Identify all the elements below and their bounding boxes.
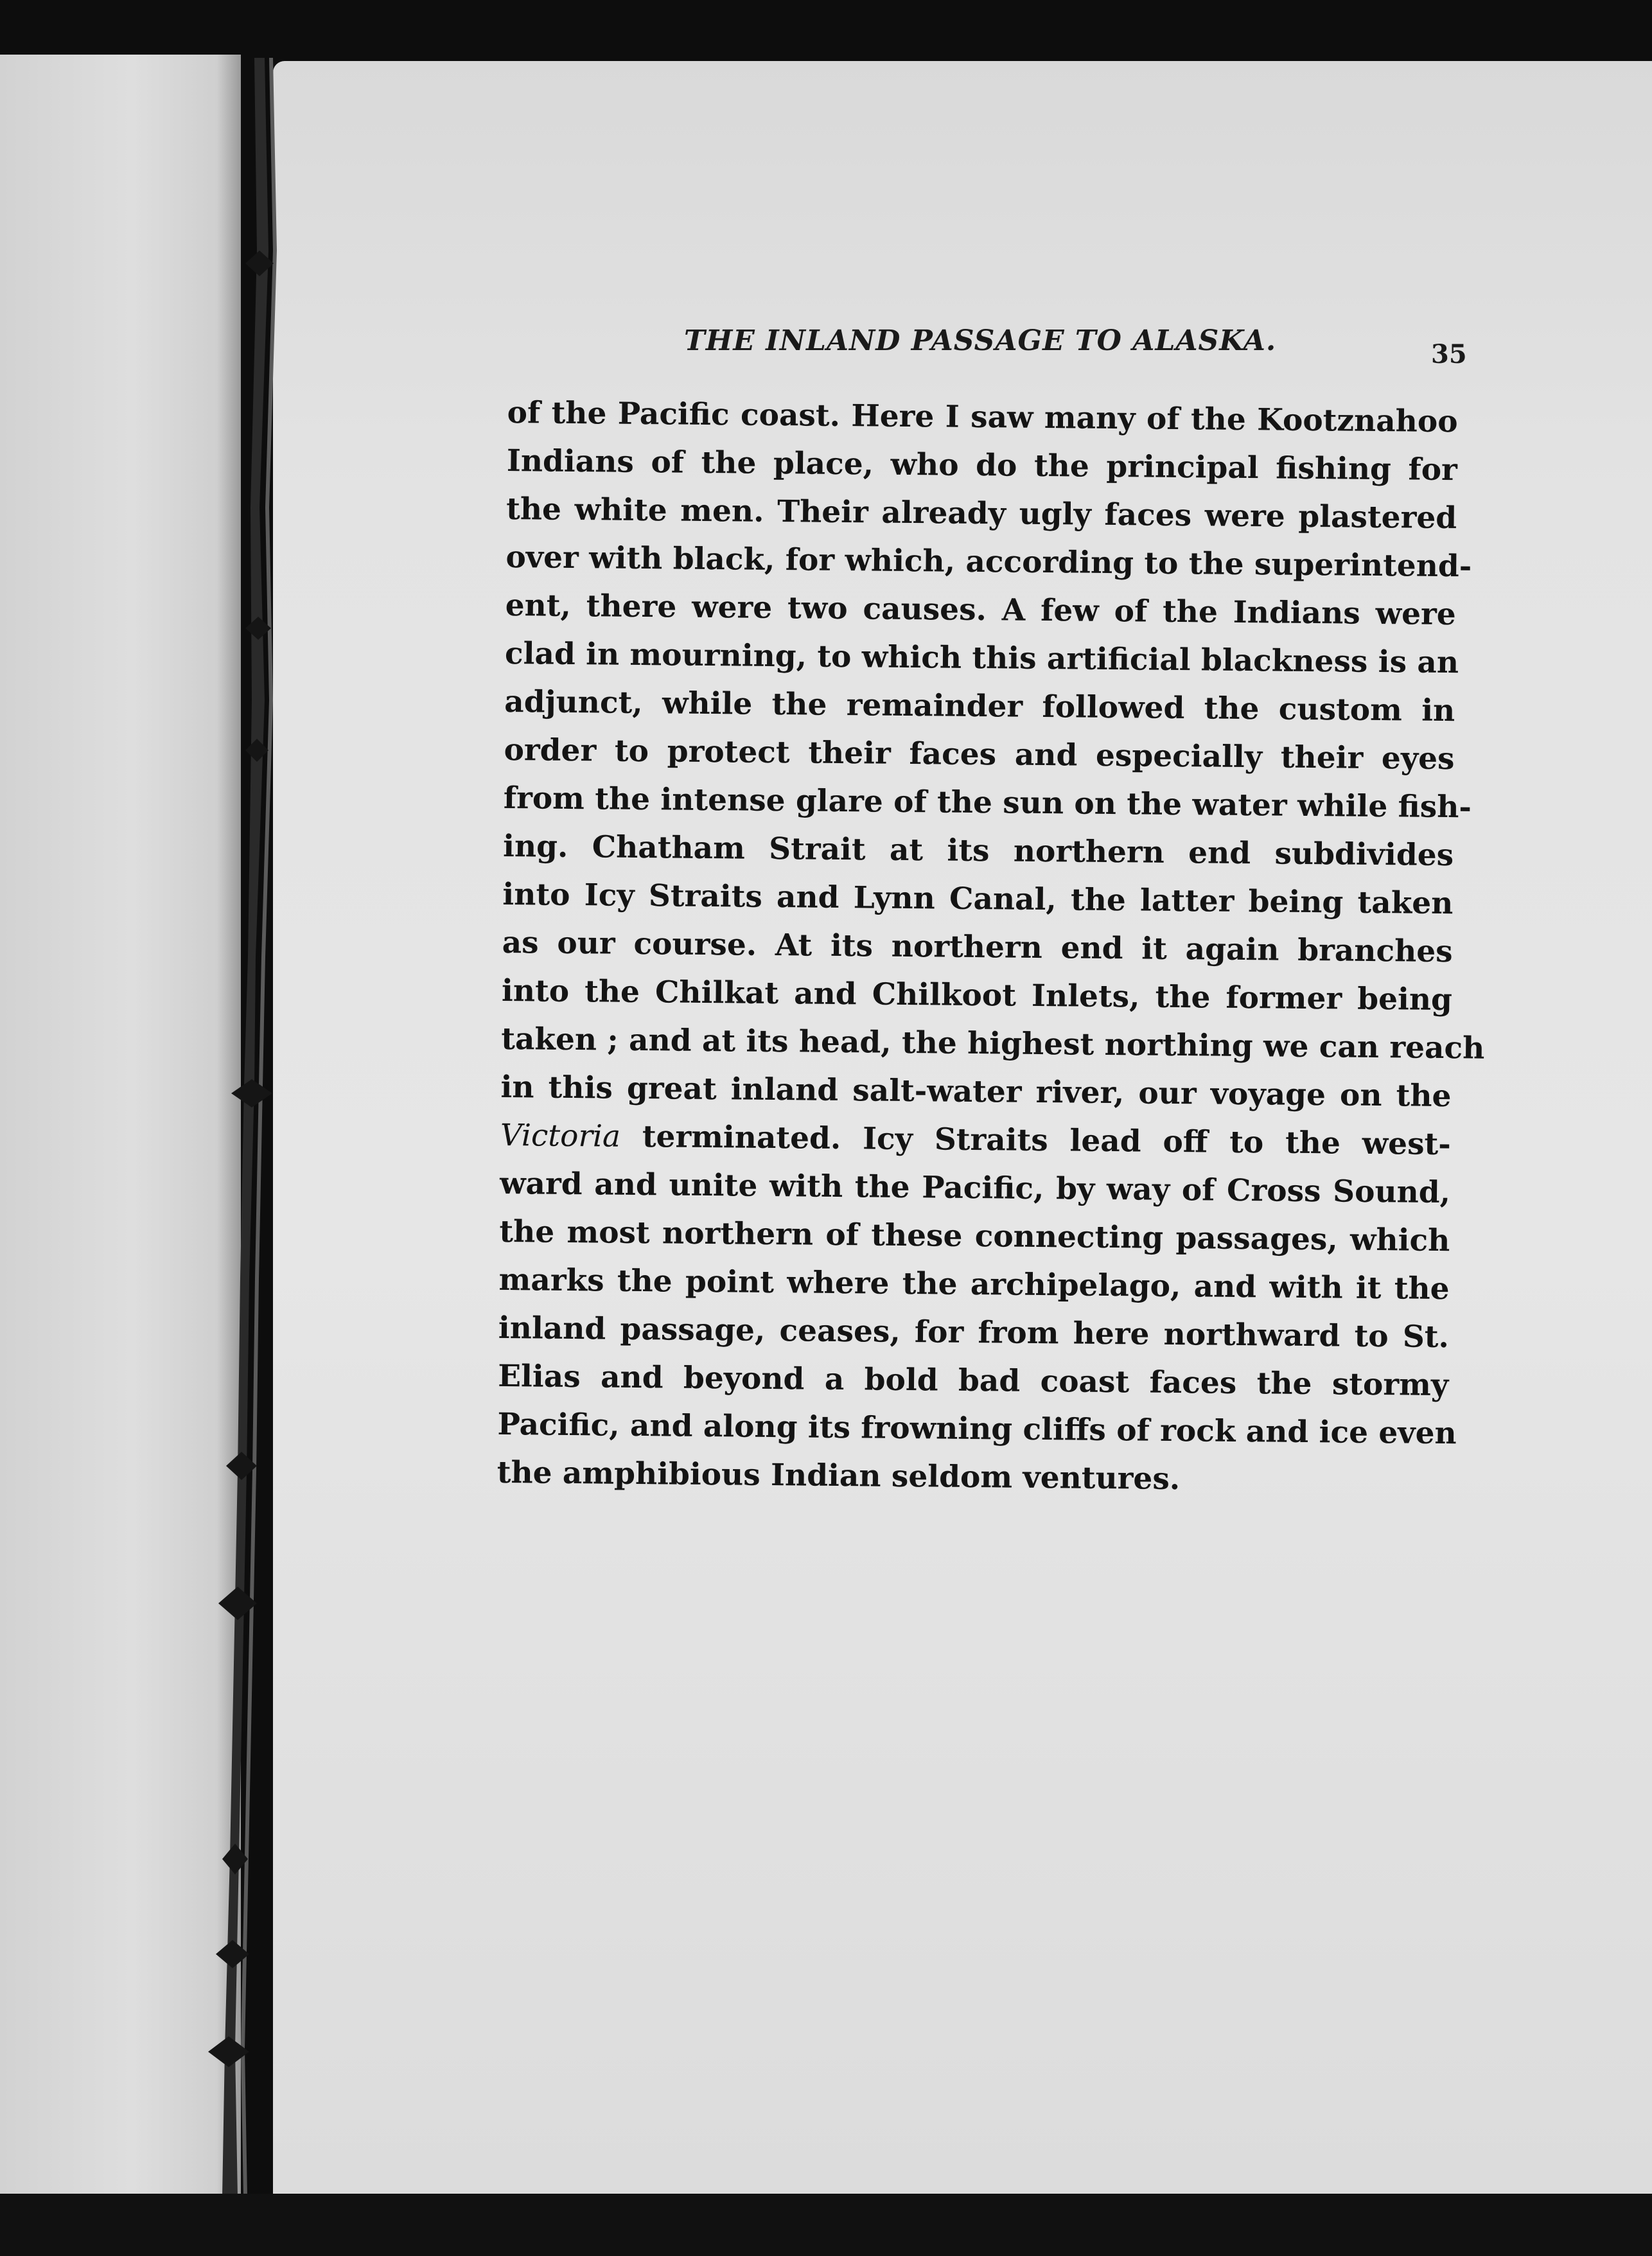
text-line-rest: terminated. Icy Straits lead off to the west- bbox=[620, 1118, 1452, 1163]
text-line: ent, there were two causes. A few of the Indians were bbox=[505, 587, 1456, 633]
text-line: into the Chilkat and Chilkoot Inlets, the former being bbox=[501, 973, 1453, 1018]
text-line: into Icy Straits and Lynn Canal, the latter being taken bbox=[502, 876, 1454, 922]
text-line: of the Pacific coast. Here I saw many of the Kootznahoo bbox=[507, 394, 1458, 440]
text-line: over with black, for which, according to the superintend- bbox=[505, 539, 1472, 585]
text-line: adjunct, while the remainder followed the custom in bbox=[504, 683, 1455, 729]
text-line: in this great inland salt-water river, our voyage on the bbox=[500, 1069, 1452, 1115]
ship-name: Victoria bbox=[500, 1117, 621, 1154]
text-line: clad in mourning, to which this artificial blackness is an bbox=[504, 635, 1459, 681]
text-line: Elias and beyond a bold bad coast faces the stormy bbox=[497, 1358, 1449, 1404]
text-line: from the intense glare of the sun on the water while fish- bbox=[503, 780, 1472, 825]
stitching-graphic bbox=[193, 58, 289, 2197]
text-line: the amphibious Indian seldom ventures. bbox=[496, 1454, 1181, 1497]
text-line: the white men. Their already ugly faces were plastered bbox=[505, 491, 1457, 536]
body-text bbox=[496, 389, 1485, 1506]
text-line bbox=[500, 1111, 1451, 1168]
text-line: inland passage, ceases, for from here northward to St. bbox=[498, 1310, 1450, 1355]
text-line: the most northern of these connecting passages, which bbox=[499, 1213, 1450, 1259]
text-line: ing. Chatham Strait at its northern end subdivides bbox=[502, 828, 1454, 874]
book-gutter-stitching bbox=[193, 58, 289, 2197]
text-line: ward and unite with the Pacific, by way of Cross Sound, bbox=[499, 1165, 1451, 1211]
text-line: marks the point where the archipelago, and with it the bbox=[498, 1262, 1450, 1307]
text-line: as our course. At its northern end it again branches bbox=[502, 924, 1453, 970]
text-line: Indians of the place, who do the principal fishing for bbox=[506, 443, 1458, 488]
text-line: taken ; and at its head, the highest northing we can reach bbox=[501, 1021, 1485, 1066]
page-number: 35 bbox=[1431, 339, 1467, 369]
running-head: THE INLAND PASSAGE TO ALASKA. bbox=[684, 324, 1277, 357]
scan-border-bottom bbox=[0, 2194, 1652, 2256]
text-line: order to protect their faces and especially their eyes bbox=[504, 732, 1455, 777]
text-line: Pacific, and along its frowning cliffs of rock and ice even bbox=[497, 1406, 1457, 1452]
